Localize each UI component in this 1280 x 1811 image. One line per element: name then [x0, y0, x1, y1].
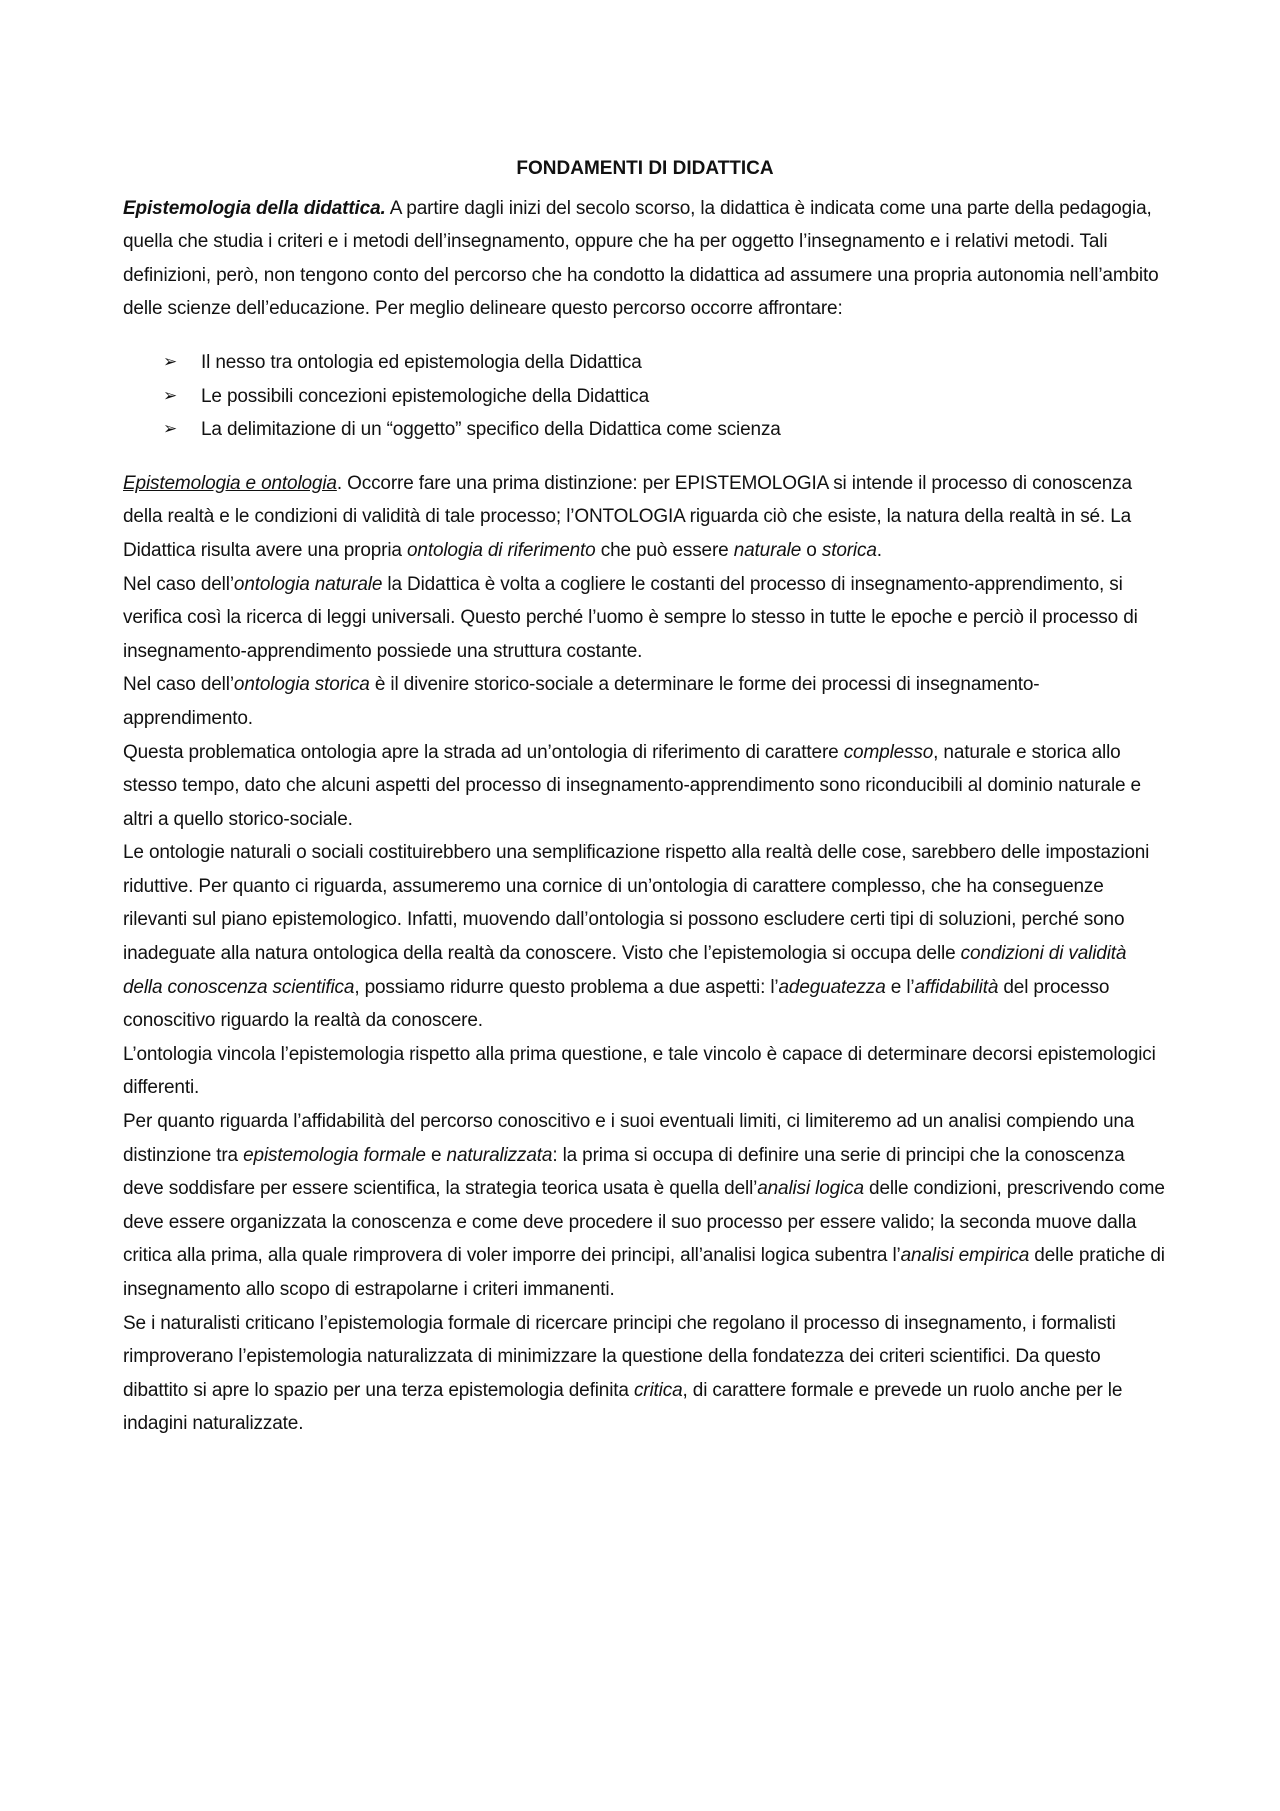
paragraph-reductive-ontologies	[123, 836, 1167, 1038]
text-run: del processo conoscitivo riguardo la realtà da conoscere.	[123, 976, 1110, 1032]
emphasis: naturalizzata	[446, 1144, 553, 1166]
paragraph-critical-epistemology	[123, 1307, 1167, 1441]
text-run: Le ontologie naturali o sociali costituirebbero una semplificazione rispetto alla realtà delle cose, sarebbero delle impostazioni riduttive. Per quanto ci riguarda, assumeremo una cornice di un’ontologia di carattere complesso, che ha conseguenze rilevanti sul piano epistemologico. Infatti, muovendo dall’ontologia si possono escludere certi tipi di soluzioni, perché sono inadeguate alla natura ontologica della realtà da conoscere. Visto che l’epistemologia si occupa delle	[123, 842, 1150, 965]
text-run: , possiamo ridurre questo problema a due aspetti: l’	[354, 976, 779, 998]
intro-paragraph	[123, 192, 1167, 326]
text-run: Nel caso dell’	[123, 674, 234, 696]
text-run: Questa problematica ontologia apre la strada ad un’ontologia di riferimento di carattere	[123, 741, 844, 763]
document-body	[123, 152, 1167, 1441]
text-run: e l’	[885, 976, 915, 998]
list-item-text: La delimitazione di un “oggetto” specifico della Didattica come scienza	[201, 419, 781, 441]
list-item	[163, 346, 1167, 380]
emphasis: epistemologia formale	[243, 1144, 426, 1166]
arrow-bullet-icon: ➢	[163, 419, 178, 440]
intro-lead: Epistemologia della didattica.	[123, 197, 386, 219]
arrow-bullet-icon: ➢	[163, 385, 178, 406]
emphasis: ontologia storica	[233, 674, 370, 696]
emphasis: ontologia di riferimento	[406, 539, 596, 561]
emphasis: storica	[821, 539, 877, 561]
list-item-text: Le possibili concezioni epistemologiche della Didattica	[201, 385, 650, 407]
emphasis: complesso	[843, 741, 934, 763]
emphasis: critica	[633, 1379, 683, 1401]
text-run: Per quanto riguarda l’affidabilità del percorso conoscitivo e i suoi eventuali limiti, ci limiteremo ad un analisi compiendo una distinzione tra	[123, 1111, 1135, 1166]
text-run: : la prima si occupa di definire una serie di principi che la conoscenza deve soddisfare per essere scientifica, la strategia teorica usata è quella dell’	[123, 1144, 1125, 1200]
paragraph-ontology-constraint: L’ontologia vincola l’epistemologia rispetto alla prima questione, e tale vincolo è capace di determinare decorsi epistemologici differenti.	[123, 1043, 1156, 1099]
emphasis: analisi logica	[757, 1178, 864, 1200]
text-run: Se i naturalisti criticano l’epistemologia formale di ricercare principi che regolano il processo di insegnamento, i formalisti rimproverano l’epistemologia naturalizzata di minimizzare la questione della fondatezza dei criteri scientifici. Da questo dibattito si apre lo spazio per una terza epistemologia definita	[123, 1312, 1116, 1401]
text-run: e	[425, 1144, 447, 1166]
paragraph-formal-naturalized	[123, 1105, 1167, 1307]
emphasis: affidabilità	[914, 976, 999, 998]
emphasis: ontologia naturale	[233, 573, 383, 595]
text-run: Nel caso dell’	[123, 573, 234, 595]
paragraph-epistemology-ontology	[123, 467, 1167, 568]
list-item-text: Il nesso tra ontologia ed epistemologia della Didattica	[201, 351, 642, 373]
text-run: delle pratiche di insegnamento allo scopo di estrapolarne i criteri immanenti.	[123, 1245, 1165, 1300]
text-run: la Didattica è volta a cogliere le costanti del processo di insegnamento-apprendimento, si verifica così la ricerca di leggi universali. Questo perché l’uomo è sempre lo stesso in tutte le epoche e perciò il processo di insegnamento-apprendimento possiede una struttura costante.	[123, 573, 1138, 662]
text-run: .	[876, 539, 882, 561]
paragraph-historical-ontology	[123, 668, 1167, 735]
emphasis: analisi empirica	[900, 1245, 1030, 1267]
arrow-bullet-icon: ➢	[163, 351, 178, 372]
emphasis: condizioni di validità della conoscenza scientifica	[123, 943, 1127, 998]
text-run: . Occorre fare una prima distinzione: per EPISTEMOLOGIA si intende il processo di conoscenza della realtà e le condizioni di validità di tale processo; l’ONTOLOGIA riguarda ciò che esiste, la natura della realtà in sé. La Didattica risulta avere una propria	[123, 472, 1132, 561]
text-run: delle condizioni, prescrivendo come deve essere organizzata la conoscenza e come deve procedere il suo processo per essere valido; la seconda muove dalla critica alla prima, alla quale rimprovera di voler imporre dei principi, all’analisi logica subentra l’	[123, 1178, 1165, 1267]
text-run: è il divenire storico-sociale a determinare le forme dei processi di insegnamento-apprendimento.	[123, 674, 1040, 729]
text-run: , naturale e storica allo stesso tempo, dato che alcuni aspetti del processo di insegnamento-apprendimento sono riconducibili al dominio naturale e altri a quello storico-sociale.	[123, 741, 1141, 830]
page-title: FONDAMENTI DI DIDATTICA	[516, 158, 774, 179]
text-run: o	[801, 539, 822, 561]
list-item	[163, 380, 1167, 414]
emphasis: adeguatezza	[778, 976, 886, 998]
paragraph-complex-ontology	[123, 736, 1167, 837]
text-run: , di carattere formale e prevede un ruolo anche per le indagini naturalizzate.	[123, 1379, 1123, 1435]
list-item	[163, 413, 1167, 447]
bullet-list	[123, 346, 1167, 447]
section-heading: Epistemologia e ontologia	[123, 472, 337, 494]
intro-text: A partire dagli inizi del secolo scorso, la didattica è indicata come una parte della pedagogia, quella che studia i criteri e i metodi dell’insegnamento, oppure che ha per oggetto l’insegnamento e i relativi metodi. Tali definizioni, però, non tengono conto del percorso che ha condotto la didattica ad assumere una propria autonomia nell’ambito delle scienze dell’educazione. Per meglio delineare questo percorso occorre affrontare:	[123, 197, 1159, 320]
emphasis: naturale	[733, 539, 802, 561]
text-run: che può essere	[595, 539, 734, 561]
paragraph-natural-ontology	[123, 568, 1167, 669]
